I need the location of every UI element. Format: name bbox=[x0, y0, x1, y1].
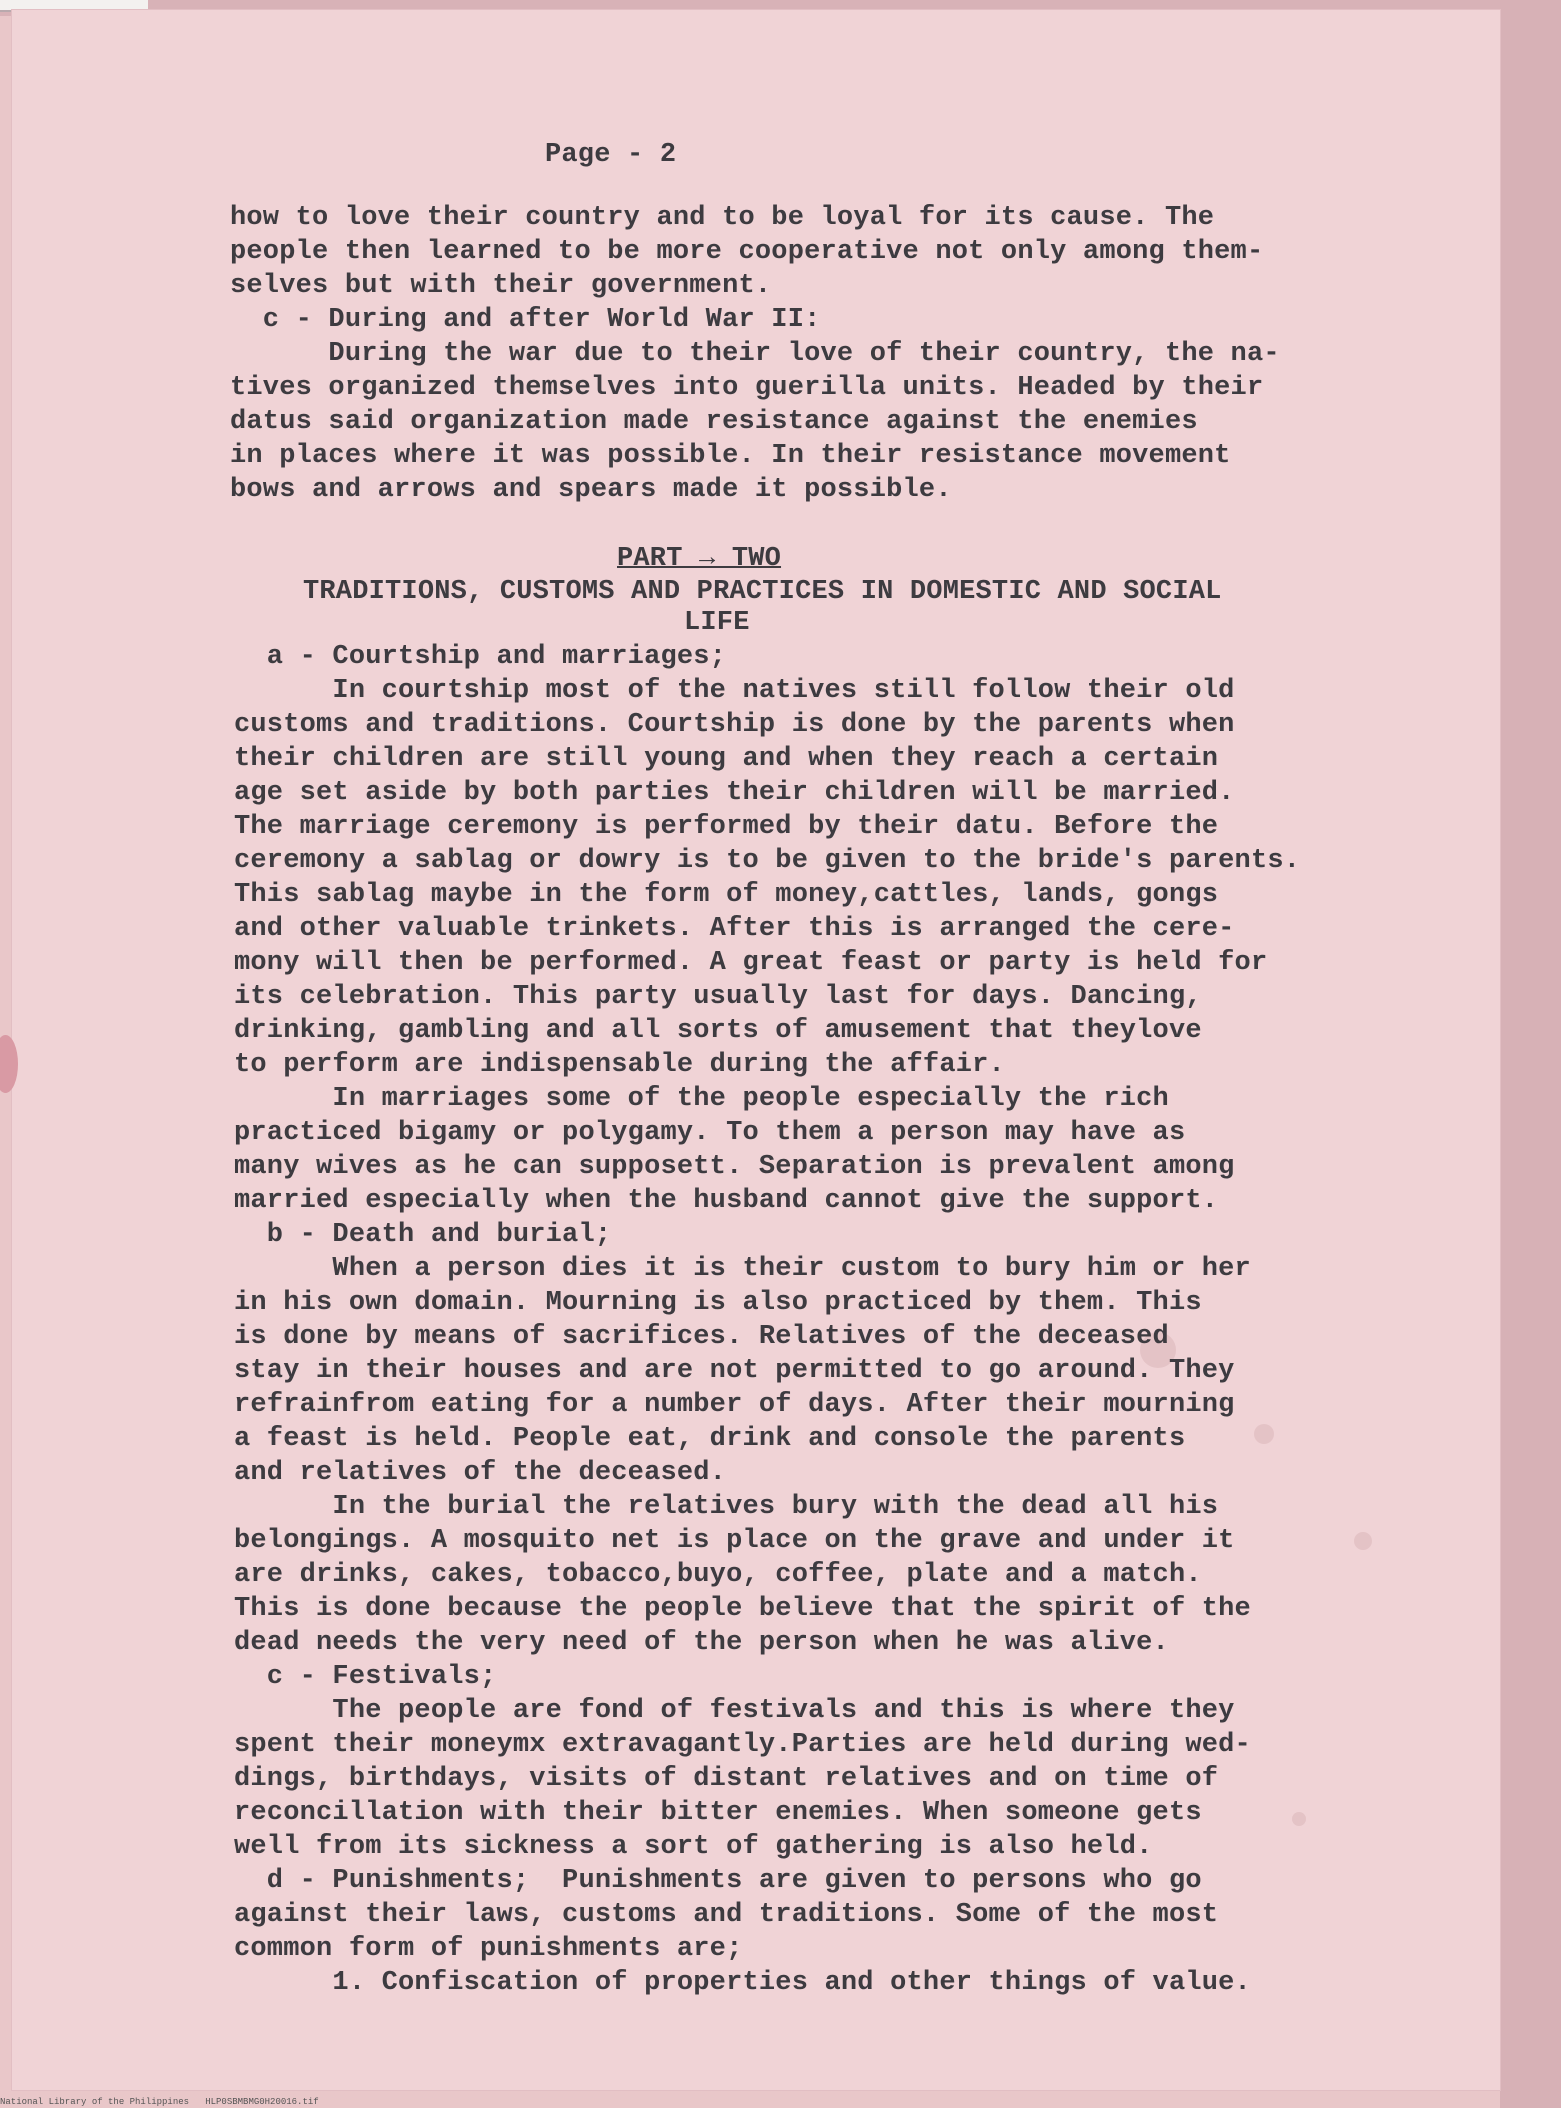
body-line: many wives as he can supposett. Separation is prevalent among bbox=[234, 1152, 1235, 1182]
body-line: how to love their country and to be loyal for its cause. The bbox=[230, 203, 1215, 233]
body-line: This is done because the people believe that the spirit of the bbox=[234, 1594, 1251, 1624]
body-line: their children are still young and when they reach a certain bbox=[234, 744, 1219, 774]
body-line: When a person dies it is their custom to bury him or her bbox=[234, 1254, 1251, 1284]
section-subtitle: TRADITIONS, CUSTOMS AND PRACTICES IN DOMESTIC AND SOCIAL bbox=[303, 577, 1222, 607]
body-line: in his own domain. Mourning is also practiced by them. This bbox=[234, 1288, 1202, 1318]
body-line: tives organized themselves into guerilla units. Headed by their bbox=[230, 373, 1264, 403]
body-line: in places where it was possible. In their resistance movement bbox=[230, 441, 1231, 471]
paper-stain bbox=[1354, 1532, 1372, 1550]
body-line: is done by means of sacrifices. Relatives of the deceased bbox=[234, 1322, 1169, 1352]
body-line: spent their moneymx extravagantly.Parties are held during wed- bbox=[234, 1730, 1251, 1760]
body-line: against their laws, customs and traditions. Some of the most bbox=[234, 1900, 1219, 1930]
body-line: In marriages some of the people especially the rich bbox=[234, 1084, 1169, 1114]
body-line: age set aside by both parties their children will be married. bbox=[234, 778, 1235, 808]
body-line: bows and arrows and spears made it possible. bbox=[230, 475, 952, 505]
body-line: are drinks, cakes, tobacco,buyo, coffee, plate and a match. bbox=[234, 1560, 1202, 1590]
body-line: The marriage ceremony is performed by their datu. Before the bbox=[234, 812, 1219, 842]
paper-stain bbox=[1292, 1812, 1306, 1826]
section-title: PART → TWO bbox=[617, 544, 782, 574]
body-line: belongings. A mosquito net is place on the grave and under it bbox=[234, 1526, 1235, 1556]
scan-right-edge bbox=[1500, 0, 1561, 2108]
body-line: mony will then be performed. A great feast or party is held for bbox=[234, 948, 1268, 978]
body-line: c - Festivals; bbox=[234, 1662, 497, 1692]
body-line: reconcillation with their bitter enemies. When someone gets bbox=[234, 1798, 1202, 1828]
body-line: In courtship most of the natives still follow their old bbox=[234, 676, 1235, 706]
section-subtitle-continued: LIFE bbox=[684, 608, 750, 638]
body-line: In the burial the relatives bury with the dead all his bbox=[234, 1492, 1219, 1522]
body-line: ceremony a sablag or dowry is to be given to the bride's parents. bbox=[234, 846, 1301, 876]
body-line: common form of punishments are; bbox=[234, 1934, 743, 1964]
body-line: to perform are indispensable during the affair. bbox=[234, 1050, 1005, 1080]
body-line: This sablag maybe in the form of money,cattles, lands, gongs bbox=[234, 880, 1219, 910]
body-line: refrainfrom eating for a number of days. After their mourning bbox=[234, 1390, 1235, 1420]
body-line: selves but with their government. bbox=[230, 271, 772, 301]
body-line: stay in their houses and are not permitted to go around. They bbox=[234, 1356, 1235, 1386]
page-number: Page - 2 bbox=[545, 140, 677, 170]
body-line: c - During and after World War II: bbox=[230, 305, 821, 335]
body-line: 1. Confiscation of properties and other things of value. bbox=[234, 1968, 1251, 1998]
body-line: married especially when the husband cannot give the support. bbox=[234, 1186, 1219, 1216]
body-line: dings, birthdays, visits of distant relatives and on time of bbox=[234, 1764, 1219, 1794]
scan-footer: National Library of the Philippines HLP0SBMBMG0H20016.tif bbox=[0, 2097, 319, 2107]
body-line: During the war due to their love of their country, the na- bbox=[230, 339, 1280, 369]
body-line: a - Courtship and marriages; bbox=[234, 642, 727, 672]
body-line: its celebration. This party usually last for days. Dancing, bbox=[234, 982, 1202, 1012]
body-line: b - Death and burial; bbox=[234, 1220, 612, 1250]
body-line: a feast is held. People eat, drink and console the parents bbox=[234, 1424, 1186, 1454]
body-line: dead needs the very need of the person when he was alive. bbox=[234, 1628, 1169, 1658]
body-line: and relatives of the deceased. bbox=[234, 1458, 727, 1488]
body-line: drinking, gambling and all sorts of amusement that theylove bbox=[234, 1016, 1202, 1046]
body-line: d - Punishments; Punishments are given to persons who go bbox=[234, 1866, 1202, 1896]
body-line: The people are fond of festivals and this is where they bbox=[234, 1696, 1235, 1726]
paper-stain bbox=[1254, 1424, 1274, 1444]
body-line: people then learned to be more cooperative not only among them- bbox=[230, 237, 1264, 267]
body-line: and other valuable trinkets. After this is arranged the cere- bbox=[234, 914, 1235, 944]
body-line: well from its sickness a sort of gathering is also held. bbox=[234, 1832, 1153, 1862]
body-line: datus said organization made resistance against the enemies bbox=[230, 407, 1198, 437]
body-line: practiced bigamy or polygamy. To them a person may have as bbox=[234, 1118, 1186, 1148]
body-line: customs and traditions. Courtship is done by the parents when bbox=[234, 710, 1235, 740]
